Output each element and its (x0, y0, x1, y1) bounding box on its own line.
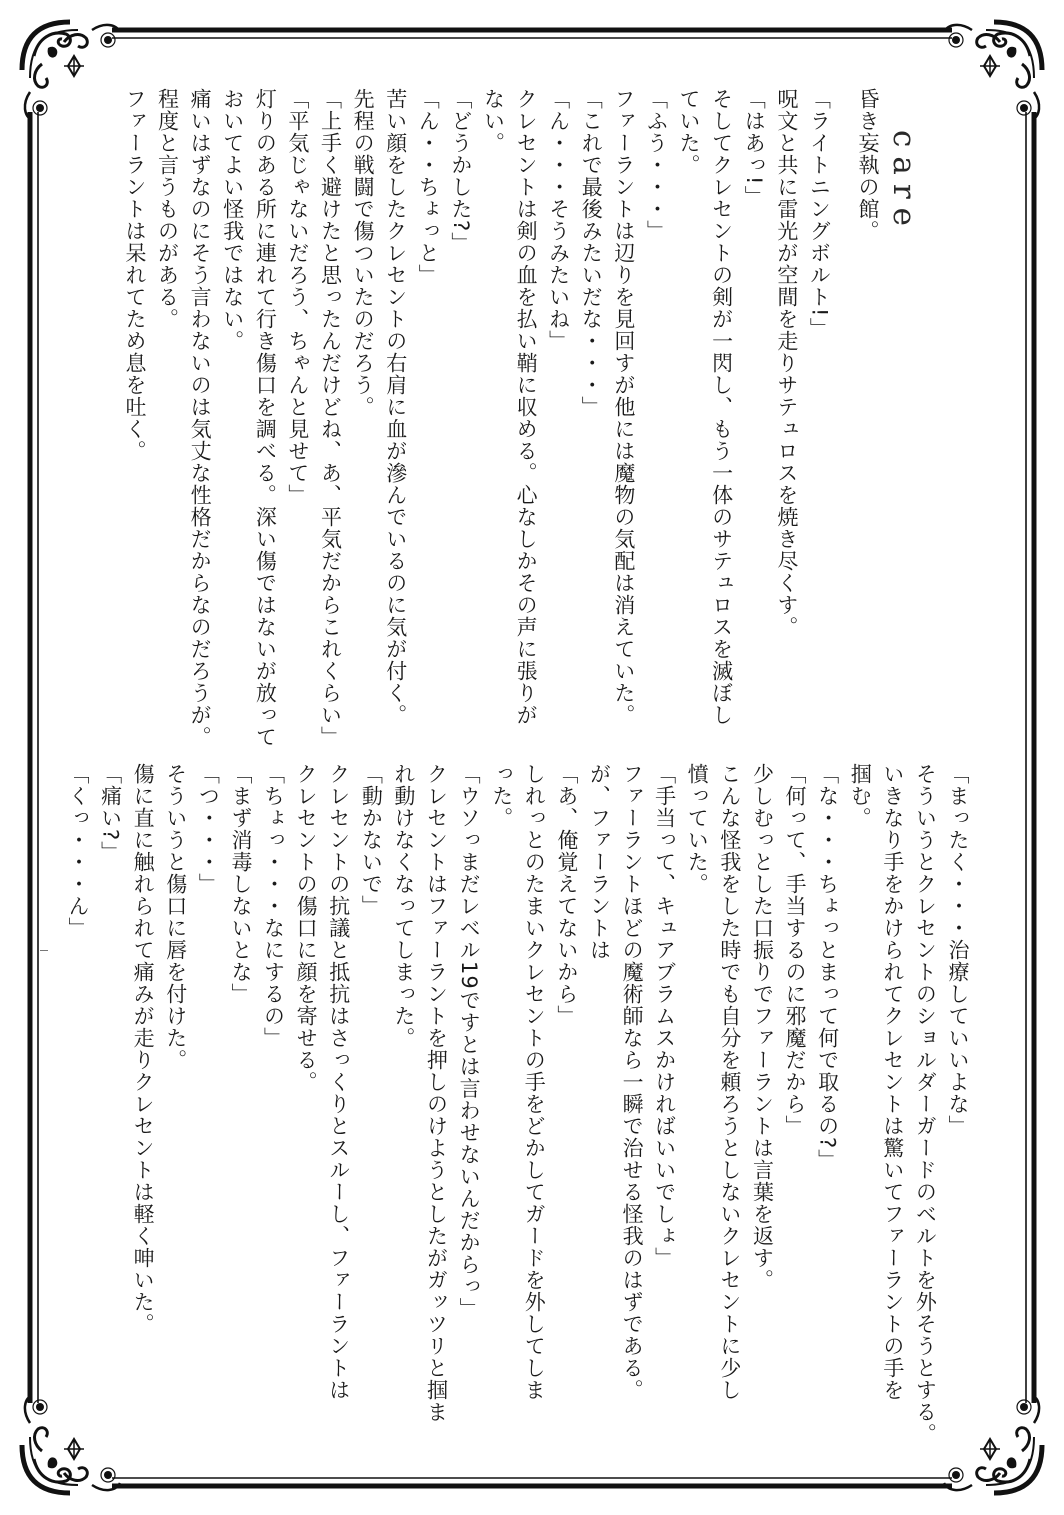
text-line: 「まず消毒しないとな」 (228, 763, 253, 1005)
margin-tick (40, 950, 48, 951)
text-line: おいてよい怪我ではない。 (220, 88, 245, 352)
text-line: 「動かないで」 (359, 763, 384, 917)
text-line: クレセントの傷口に顔を寄せる。 (294, 763, 319, 1093)
location-line: 昏き妄執の館。 (856, 88, 880, 242)
text-line: 「ふう・・・」 (644, 88, 669, 242)
corner-ornament-top-left (22, 22, 120, 120)
text-line: 「何って、手当するのに邪魔だから」 (783, 763, 808, 1137)
text-line: ファーラントは辺りを見回すが他には魔物の気配は消えていた。 (611, 88, 636, 726)
text-line: 苦い顔をしたクレセントの右肩に血が滲んでいるのに気が付く。 (383, 88, 408, 726)
text-line: 程度と言うものがある。 (155, 88, 180, 330)
text-line: れ動けなくなってしまった。 (391, 763, 416, 1049)
text-line: 呪文と共に雷光が空間を走りサテュロスを焼き尽くす。 (774, 88, 799, 638)
text-line: 「平気じゃないだろう、ちゃんと見せて」 (285, 88, 310, 506)
text-line: クレセントの抗議と抵抗はさっくりとスルーし、ファーラントは (326, 763, 351, 1401)
text-line: ない。 (481, 88, 506, 154)
text-line: 「上手く避けたと思ったんだけどね、あ、平気だからこれくらい」 (318, 88, 343, 748)
text-line: が、ファーラントは (587, 763, 612, 961)
text-line: ファーラントほどの魔術師なら一瞬で治せる怪我のはずである。 (620, 763, 645, 1401)
text-line: 灯りのある所に連れて行き傷口を調べる。深い傷ではないが放って (253, 88, 278, 748)
text-line: 少しむっとした口振りでファーラントは言葉を返す。 (750, 763, 775, 1291)
text-line: 傷に直に触れられて痛みが走りクレセントは軽く呻いた。 (131, 763, 156, 1335)
text-line: 「まったく・・・治療していいよな」 (946, 763, 970, 1137)
text-line: ていた。 (677, 88, 702, 176)
text-line: 「痛い?」 (98, 763, 123, 864)
text-line: 「つ・・・」 (196, 763, 221, 895)
corner-ornament-top-right (944, 22, 1042, 120)
text-line: 「はあっ!」 (742, 88, 767, 208)
text-line: 「な・・・ちょっとまって何で取るの?」 (815, 763, 840, 1172)
text-line: 先程の戦闘で傷ついたのだろう。 (351, 88, 376, 418)
text-line: った。 (489, 763, 514, 829)
text-line: 「ライトニングボルト!」 (807, 88, 832, 340)
text-line: そういうと傷口に唇を付けた。 (163, 763, 188, 1071)
text-block-bottom (65, 763, 974, 1445)
text-line: 痛いはずなのにそう言わないのは気丈な性格だからなのだろうが。 (188, 88, 213, 748)
text-line: 掴む。 (848, 763, 873, 829)
page-title: care (886, 130, 922, 236)
text-line: 「くっ・・・ん」 (65, 763, 90, 939)
text-line: 「これで最後みたいだな・・・」 (579, 88, 604, 418)
text-line: ファーラントは呆れてため息を吐く。 (122, 88, 147, 462)
text-line: こんな怪我をした時でも自分を頼ろうとしないクレセントに少し (717, 763, 742, 1401)
text-line: 「ウソっまだレベル19ですとは言わせないんだからっ」 (457, 763, 482, 1320)
text-line: 「あ、俺覚えてないから」 (554, 763, 579, 1027)
text-line: 憤っていた。 (685, 763, 710, 895)
text-line: 「どうかした?」 (448, 88, 473, 255)
text-line: そういうとクレセントのショルダーガードのベルトを外そうとする。 (913, 763, 938, 1445)
text-line: クレセントはファーラントを押しのけようとしたがガッツリと掴ま (424, 763, 449, 1423)
text-line: 「ちょっ・・・なにするの」 (261, 763, 286, 1049)
text-line: クレセントは剣の血を払い鞘に収める。心なしかその声に張りが (514, 88, 539, 726)
text-line: いきなり手をかけられてクレセントは驚いてファーラントの手を (880, 763, 905, 1401)
text-line: 「ん・・ちょっと」 (416, 88, 441, 286)
text-line: 「ん・・・そうみたいね」 (546, 88, 571, 352)
text-line: 「手当って、キュアブラムスかければいいでしょ」 (652, 763, 677, 1269)
text-line: しれっとのたまいクレセントの手をどかしてガードを外してしま (522, 763, 547, 1401)
text-block-top (114, 88, 884, 748)
text-line: そしてクレセントの剣が一閃し、もう一体のサテュロスを滅ぼし (709, 88, 734, 726)
